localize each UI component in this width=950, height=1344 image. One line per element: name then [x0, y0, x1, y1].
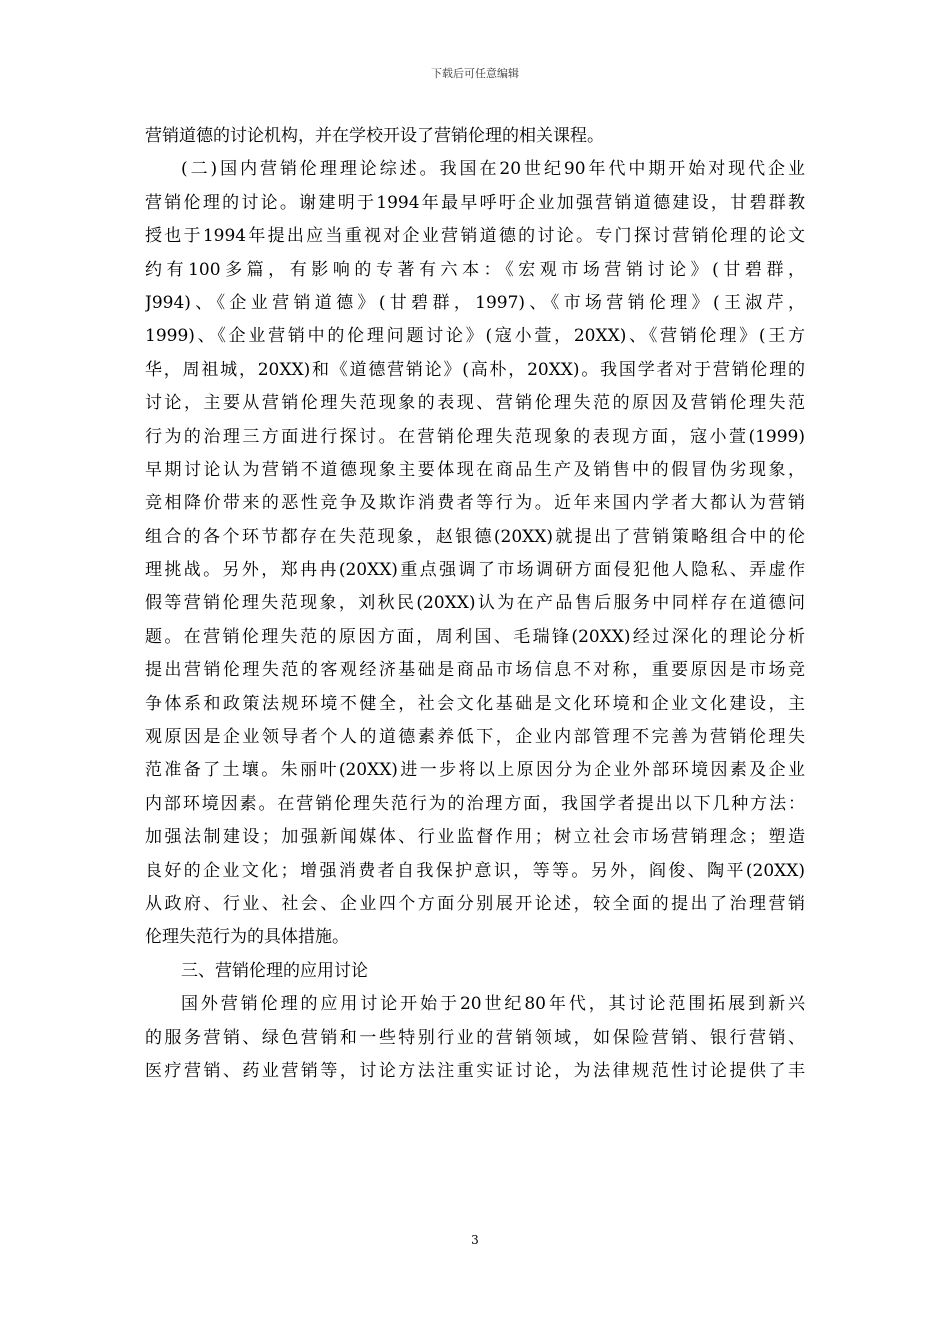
section-heading: 三、营销伦理的应用讨论 [181, 960, 368, 981]
text-line: 题。在营销伦理失范的原因方面，周利国、毛瑞锋(20XX)经过深化的理论分析 [145, 626, 805, 647]
text-line: 医疗营销、药业营销等，讨论方法注重实证讨论，为法律规范性讨论提供了丰 [145, 1060, 805, 1081]
text-line: (二)国内营销伦理理论综述。我国在20世纪90年代中期开始对现代企业 [181, 159, 805, 180]
text-line: 国外营销伦理的应用讨论开始于20世纪80年代，其讨论范围拓展到新兴 [181, 994, 805, 1015]
text-line: 观原因是企业领导者个人的道德素养低下，企业内部管理不完善为营销伦理失 [145, 727, 805, 748]
text-line: 从政府、行业、社会、企业四个方面分别展开论述，较全面的提出了治理营销 [145, 893, 805, 914]
document-body [145, 120, 805, 1088]
text-line: 竞相降价带来的恶性竞争及欺诈消费者等行为。近年来国内学者大都认为营销 [145, 493, 805, 514]
text-line: 提出营销伦理失范的客观经济基础是商品市场信息不对称，重要原因是市场竞 [145, 660, 805, 681]
text-line: 组合的各个环节都存在失范现象，赵银德(20XX)就提出了营销策略组合中的伦 [145, 526, 805, 547]
text-line: 行为的治理三方面进行探讨。在营销伦理失范现象的表现方面，寇小萱(1999) [145, 426, 805, 447]
text-line: 营销伦理的讨论。谢建明于1994年最早呼吁企业加强营销道德建设，甘碧群教 [145, 192, 805, 213]
text-line: 约有100多篇，有影响的专著有六本：《宏观市场营销讨论》(甘碧群， [145, 259, 805, 280]
text-line: 范准备了土壤。朱丽叶(20XX)进一步将以上原因分为企业外部环境因素及企业 [145, 760, 805, 781]
text-line: 假等营销伦理失范现象，刘秋民(20XX)认为在产品售后服务中同样存在道德问 [145, 593, 805, 614]
text-line: 华，周祖城，20XX)和《道德营销论》(高朴，20XX)。我国学者对于营销伦理的 [145, 359, 805, 380]
text-line: 早期讨论认为营销不道德现象主要体现在商品生产及销售中的假冒伪劣现象， [145, 459, 805, 480]
page-number: 3 [471, 1233, 479, 1247]
text-line: 的服务营销、绿色营销和一些特别行业的营销领域，如保险营销、银行营销、 [145, 1027, 805, 1048]
text-line: 加强法制建设；加强新闻媒体、行业监督作用；树立社会市场营销理念；塑造 [145, 827, 805, 848]
text-line: 讨论，主要从营销伦理失范现象的表现、营销伦理失范的原因及营销伦理失范 [145, 393, 805, 414]
text-line: 内部环境因素。在营销伦理失范行为的治理方面，我国学者提出以下几种方法： [145, 793, 805, 814]
text-line: 营销道德的讨论机构，并在学校开设了营销伦理的相关课程。 [145, 126, 604, 146]
page-header: 下载后可任意编辑 [431, 67, 519, 80]
text-line: 争体系和政策法规环境不健全，社会文化基础是文化环境和企业文化建设，主 [145, 693, 805, 714]
text-line: 理挑战。另外，郑冉冉(20XX)重点强调了市场调研方面侵犯他人隐私、弄虚作 [145, 560, 805, 581]
text-line: 1999)、《企业营销中的伦理问题讨论》(寇小萱，20XX)、《营销伦理》(王方 [145, 326, 805, 347]
text-line: 授也于1994年提出应当重视对企业营销道德的讨论。专门探讨营销伦理的论文 [145, 226, 805, 247]
text-line: 伦理失范行为的具体措施。 [145, 927, 349, 948]
text-line: J994)、《企业营销道德》(甘碧群，1997)、《市场营销伦理》(王淑芹， [145, 292, 805, 313]
text-line: 良好的企业文化；增强消费者自我保护意识，等等。另外，阎俊、陶平(20XX) [145, 860, 805, 881]
